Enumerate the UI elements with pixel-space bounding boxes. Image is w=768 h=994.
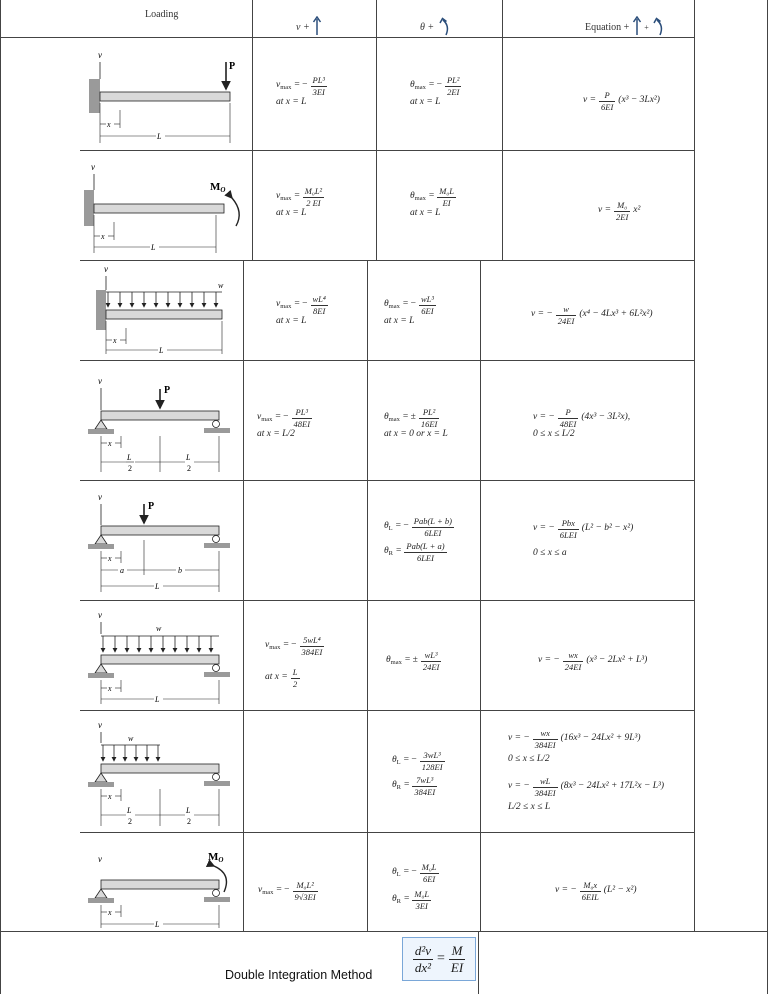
v-axis-label: v <box>98 854 102 864</box>
v-axis-label: v <box>98 492 102 502</box>
moment-arrow <box>232 198 239 226</box>
beam <box>101 764 219 773</box>
row7-theta: $\theta_L$ = − $\frac{\text{3wL³}}{128EI}$ $\theta_R$ = $\frac{\text{7wL³}}{384EI}$ <box>392 750 443 797</box>
v-axis-label: v <box>104 264 108 274</box>
de-equals: = <box>436 951 445 966</box>
v-axis-label: v <box>91 162 95 172</box>
a-label: a <box>120 566 124 575</box>
row8-equation: v = − $\frac{\text{M₀x}}{\text{6EIL}}$ (L² − x²) <box>555 880 637 902</box>
x-label: x <box>101 232 105 241</box>
ground <box>88 673 114 678</box>
beam <box>100 92 230 101</box>
load-label: P <box>229 61 236 72</box>
beam <box>101 880 219 889</box>
de-lhs: $\frac{\text{d²v}}{\text{dx²}}$ <box>414 942 431 975</box>
footer-title: Double Integration Method <box>225 968 373 982</box>
half-span-label: L <box>127 806 132 815</box>
load-label: P <box>164 385 171 396</box>
half-span-divisor: 2 <box>187 817 191 826</box>
row4-equation: v = − $\frac{P}{48EI}$ (4x³ − 3L²x), 0 ≤ x ≤ L/2 <box>533 407 631 440</box>
beam <box>94 204 224 213</box>
col-divider-3 <box>502 0 503 260</box>
diagram-simple-offset-load <box>88 492 230 592</box>
fixed-wall <box>89 79 100 113</box>
row2-theta: $\theta_{max}$ = $\frac{\text{M₀L}}{EI}$ at x = L <box>410 186 454 219</box>
x-label: x <box>107 120 111 129</box>
length-label: L <box>155 582 160 591</box>
beam <box>106 310 222 319</box>
row4-theta: $\theta_{max}$ = ± $\frac{\text{PL²}}{16EI}$ at x = 0 or x = L <box>384 407 448 440</box>
beam <box>101 655 219 664</box>
half-span-label: L <box>186 453 191 462</box>
load-label: P <box>148 501 155 512</box>
footer-col-divider <box>478 931 479 994</box>
load-label: w <box>156 624 162 633</box>
header-deflection-label: v + <box>296 22 310 33</box>
header-equation-label: Equation + <box>585 22 630 33</box>
ground <box>88 782 114 787</box>
b-label: b <box>178 566 182 575</box>
roller-support <box>213 536 220 543</box>
row5-theta: $\theta_L$ = − $\frac{\text{Pab(L + b)}}{\text{6LEI}}$ $\theta_R$ = $\frac{\text{Pab(L + a)}}{\text{6LEI}}$ <box>384 516 452 563</box>
row6-vmax: $v_{max}$ = − $\frac{\text{5wL⁴}}{384EI}$ at x = $\frac{L}{2}$ <box>265 635 323 689</box>
arrow-up-icon <box>632 16 642 36</box>
ground <box>204 897 230 902</box>
header-equation: Equation + + <box>585 16 665 36</box>
ground <box>88 898 114 903</box>
ground <box>88 429 114 434</box>
diagram-cantilever-uniform-load <box>96 264 224 355</box>
col-divider-4 <box>694 0 695 931</box>
beam <box>101 526 219 535</box>
loading-diagrams <box>0 0 250 935</box>
roller-support <box>213 665 220 672</box>
ground <box>204 428 230 433</box>
row7-equation: v = − $\frac{wx}{384EI}$ (16x³ − 24Lx² + 9L³) 0 ≤ x ≤ L/2 v = − $\frac{wL}{384EI}$ (8x³ − 24Lx² + 17L²x − L³) L/2 ≤ x ≤ L <box>508 728 665 813</box>
diagram-cantilever-end-moment <box>84 162 239 253</box>
col-divider-2b <box>367 260 368 932</box>
half-span-label: L <box>127 453 132 462</box>
v-axis-label: v <box>98 610 102 620</box>
pin-support <box>95 535 107 544</box>
load-label: w <box>128 734 134 743</box>
col-divider-2 <box>376 0 377 260</box>
header-slope-label: θ + <box>420 22 435 33</box>
half-span-divisor: 2 <box>128 464 132 473</box>
row6-theta: $\theta_{max}$ = ± $\frac{\text{wL³}}{24EI}$ <box>386 650 440 672</box>
diagram-simple-uniform-load <box>88 610 230 704</box>
diagram-simple-half-uniform-load <box>88 720 230 826</box>
half-span-divisor: 2 <box>187 464 191 473</box>
row5-equation: v = − $\frac{\text{Pbx}}{\text{6LEI}}$ (L² − b² − x²) 0 ≤ x ≤ a <box>533 518 634 559</box>
row6-equation: v = − $\frac{wx}{24EI}$ (x³ − 2Lx² + L³) <box>538 650 648 672</box>
de-rhs: $\frac{M}{EI}$ <box>450 942 464 975</box>
v-axis-label: v <box>98 50 102 60</box>
row8-theta: $\theta_L$ = − $\frac{\text{M₀L}}{6EI}$ $\theta_R$ = $\frac{\text{M₀L}}{3EI}$ <box>392 862 437 911</box>
row1-equation: v = $\frac{P}{6EI}$ (x³ − 3Lx²) <box>583 90 660 112</box>
row1-vmax: $v_{max}$ = − $\frac{\text{PL³}}{3EI}$ at x = L <box>276 75 325 108</box>
diagram-simple-end-moment <box>88 851 230 929</box>
header-slope <box>420 16 451 36</box>
differential-equation-box <box>402 937 476 981</box>
ground <box>204 781 230 786</box>
rotation-ccw-icon <box>651 16 665 36</box>
length-label: L <box>151 243 156 252</box>
fixed-wall <box>96 290 106 330</box>
roller-support <box>213 890 220 897</box>
x-label: x <box>108 684 112 693</box>
row3-theta: $\theta_{max}$ = − $\frac{\text{wL³}}{6EI}$ at x = L <box>384 294 434 327</box>
roller-support <box>213 774 220 781</box>
row2-equation: v = $\frac{\text{M₀}}{2EI}$ x² <box>598 200 641 222</box>
rotation-ccw-icon <box>437 16 451 36</box>
arrow-up-icon <box>312 16 322 36</box>
ground <box>204 543 230 548</box>
x-label: x <box>108 908 112 917</box>
ground <box>88 544 114 549</box>
half-span-label: L <box>186 806 191 815</box>
row4-vmax: $v_{max}$ = − $\frac{\text{PL³}}{48EI}$ at x = L/2 <box>257 407 311 440</box>
pin-support <box>95 889 107 898</box>
row8-vmax: $v_{max}$ = − $\frac{\text{M₀L²}}{9√3EI}$ <box>258 880 316 902</box>
pin-support <box>95 773 107 782</box>
row1-theta: $\theta_{max}$ = − $\frac{\text{PL²}}{2EI}$ at x = L <box>410 75 460 108</box>
roller-support <box>213 421 220 428</box>
length-label: L <box>155 920 160 929</box>
length-label: L <box>157 132 162 141</box>
row2-vmax: $v_{max}$ = $\frac{\text{M₀L²}}{2 EI}$ at x = L <box>276 186 323 219</box>
ground <box>204 672 230 677</box>
x-label: x <box>113 336 117 345</box>
x-label: x <box>108 554 112 563</box>
load-label: MO <box>208 851 224 864</box>
half-span-divisor: 2 <box>128 817 132 826</box>
load-label: MO <box>210 181 226 194</box>
header-deflection <box>296 16 322 36</box>
col-divider-1 <box>252 0 253 260</box>
length-label: L <box>155 695 160 704</box>
load-label: w <box>218 281 224 290</box>
v-axis-label: v <box>98 376 102 386</box>
pin-support <box>95 664 107 673</box>
row3-equation: v = − $\frac{w}{24EI}$ (x⁴ − 4Lx³ + 6L²x²) <box>531 304 653 326</box>
length-label: L <box>159 346 164 355</box>
x-label: x <box>108 439 112 448</box>
x-label: x <box>108 792 112 801</box>
row3-vmax: $v_{max}$ = − $\frac{\text{wL⁴}}{8EI}$ at x = L <box>276 294 326 327</box>
col-divider-3b <box>480 260 481 932</box>
diagram-simple-center-load <box>88 376 230 473</box>
header-loading: Loading <box>145 9 179 20</box>
beam <box>101 411 219 420</box>
v-axis-label: v <box>98 720 102 730</box>
diagram-cantilever-point-load <box>89 50 235 143</box>
fixed-wall <box>84 190 94 226</box>
pin-support <box>95 420 107 429</box>
